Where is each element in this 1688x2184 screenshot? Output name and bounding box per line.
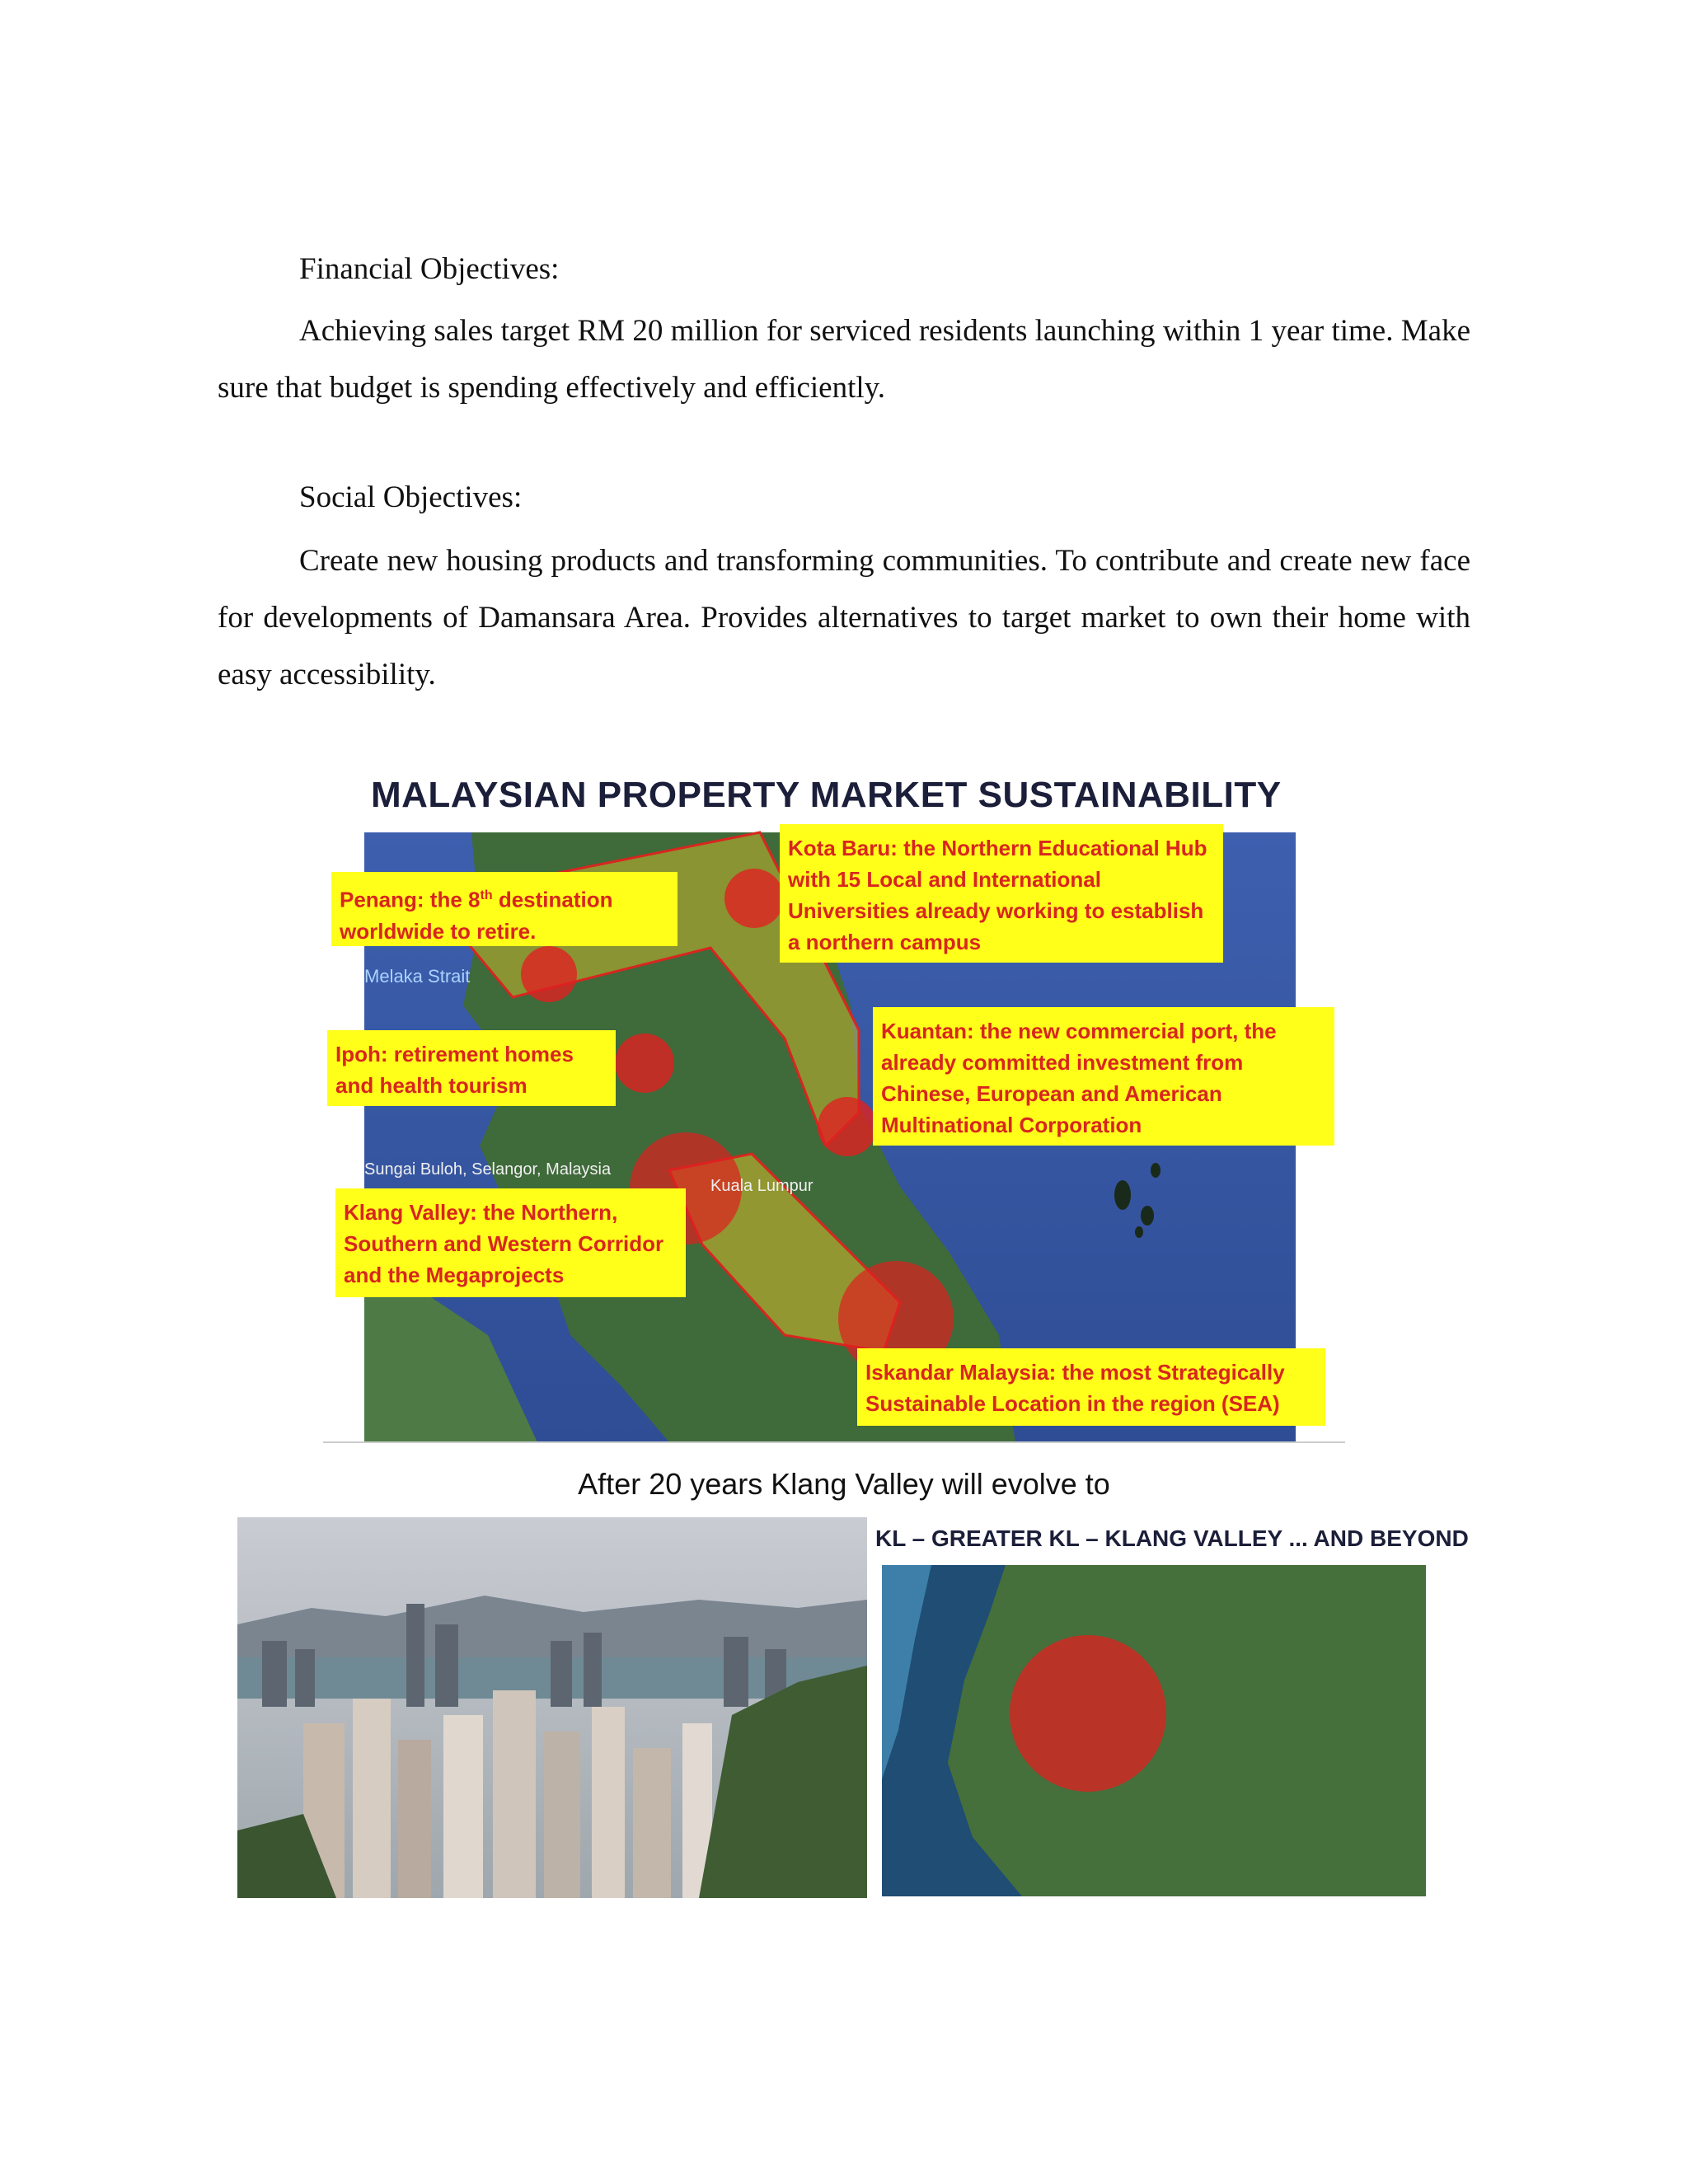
strait-label: Melaka Strait — [364, 966, 471, 987]
kuantan-callout: Kuantan: the new commercial port, the already committed investment from Chinese, European and American Multinational Corporation — [873, 1007, 1334, 1146]
island — [1135, 1226, 1143, 1238]
property-market-map-figure — [323, 758, 1345, 1451]
financial-paragraph: Achieving sales target RM 20 million for serviced residents launching within 1 year time. Make sure that budget is spending effectively and efficiently. — [218, 314, 1470, 405]
penang-marker — [521, 946, 577, 1002]
island — [1151, 1163, 1160, 1178]
place-label: Sungai Buloh, Selangor, Malaysia — [364, 1160, 612, 1179]
social-heading: Social Objectives: — [299, 480, 523, 514]
island — [1114, 1180, 1131, 1210]
kota-baru-callout: Kota Baru: the Northern Educational Hub with 15 Local and International Universities already working to establish a northern campus — [780, 824, 1223, 963]
kl-satellite-graphic — [882, 1565, 1426, 1896]
ipoh-callout: Ipoh: retirement homes and health tourism — [327, 1030, 616, 1106]
island — [1141, 1206, 1154, 1226]
penang-callout-text-b: destination worldwide to retire. — [340, 887, 613, 944]
penang-callout — [331, 872, 678, 946]
iskandar-callout: Iskandar Malaysia: the most Strategically Sustainable Location in the region (SEA) — [857, 1348, 1325, 1426]
figure-caption: After 20 years Klang Valley will evolve to — [578, 1467, 1110, 1501]
financial-heading: Financial Objectives: — [299, 252, 560, 286]
klang-valley-callout: Klang Valley: the Northern, Southern and Western Corridor and the Megaprojects — [335, 1188, 686, 1297]
kl-map-title: KL – GREATER KL – KLANG VALLEY ... AND BEYOND — [875, 1526, 1469, 1551]
kl-label: Kuala Lumpur — [710, 1177, 814, 1195]
penang-callout-sup: th — [480, 888, 493, 902]
city-skyline-photo — [237, 1517, 867, 1898]
penang-callout-text-a: Penang: the 8 — [340, 887, 481, 912]
greater-kl-map-figure — [875, 1517, 1469, 1898]
kota-baru-marker — [724, 869, 784, 928]
map-title: MALAYSIAN PROPERTY MARKET SUSTAINABILITY — [371, 775, 1282, 815]
greater-kl-marker — [1010, 1635, 1166, 1792]
kuantan-marker — [818, 1097, 877, 1156]
social-paragraph: Create new housing products and transforming communities. To contribute and create new face for developments of Damansara Area. Provides alternatives to target market to own their home with easy accessibility. — [218, 544, 1470, 691]
ipoh-marker — [615, 1033, 674, 1093]
